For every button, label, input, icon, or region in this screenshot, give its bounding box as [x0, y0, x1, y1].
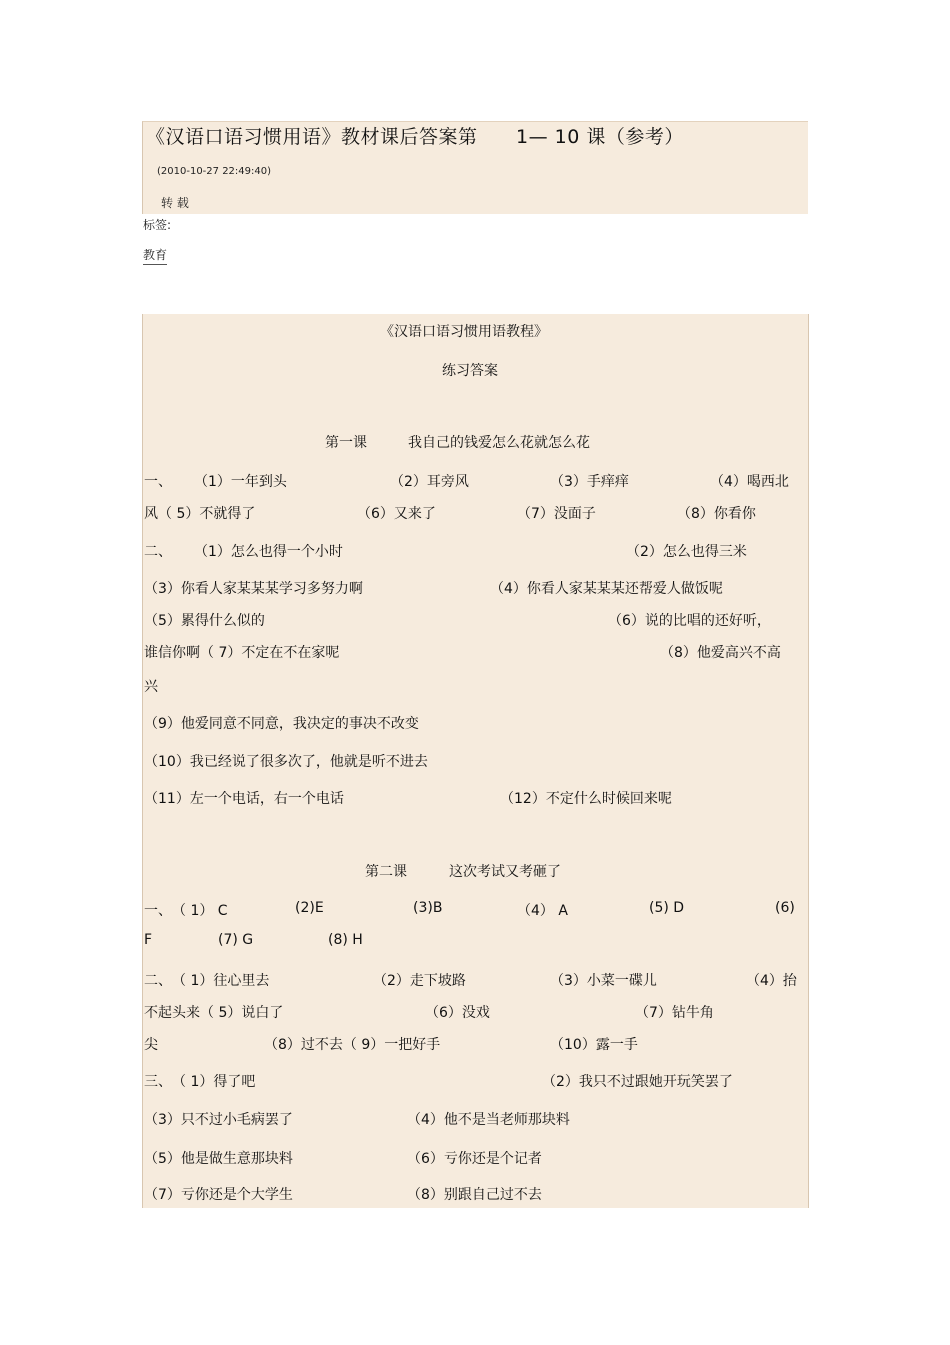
- l1-ex1-item: （2）耳旁风: [390, 474, 469, 490]
- l1-ex1-item: （3）手痒痒: [550, 474, 629, 490]
- l2-ex2-item: （3）小菜一碟儿: [550, 973, 657, 989]
- lesson1-number: 第一课: [325, 435, 367, 451]
- l1-ex2-label: 二、: [144, 544, 172, 560]
- l2-ex1-item: （4） A: [517, 903, 568, 919]
- article-title-range: 1— 10 课（参考）: [516, 126, 684, 148]
- l1-ex1-label: 一、: [144, 474, 172, 490]
- l2-ex1-item: (6): [775, 900, 795, 916]
- l1-ex1-item: （7）没面子: [517, 506, 596, 522]
- l1-ex2-item: 谁信你啊（ 7）不定在不在家呢: [144, 645, 340, 661]
- l2-ex3-item: （4）他不是当老师那块料: [407, 1112, 570, 1128]
- tag-link-education[interactable]: 教育: [143, 246, 167, 265]
- answers-subtitle: 练习答案: [442, 363, 498, 379]
- l2-ex2-item: （2）走下坡路: [373, 973, 466, 989]
- book-title: 《汉语口语习惯用语教程》: [380, 324, 548, 340]
- l1-ex2-item: 兴: [144, 679, 158, 695]
- article-date: (2010-10-27 22:49:40): [157, 166, 272, 177]
- l1-ex1-item: 风（ 5）不就得了: [144, 506, 256, 522]
- l1-ex2-item: （2）怎么也得三米: [626, 544, 747, 560]
- l2-ex2-item: （6）没戏: [425, 1005, 490, 1021]
- l2-ex1-label: 一、: [144, 903, 172, 919]
- l2-ex3-item: （2）我只不过跟她开玩笑罢了: [542, 1074, 733, 1090]
- l1-ex2-item: （10）我已经说了很多次了，他就是听不进去: [144, 754, 428, 770]
- l2-ex1-item: (5) D: [649, 900, 685, 916]
- l1-ex2-item: （4）你看人家某某某还帮爱人做饭呢: [490, 581, 723, 597]
- lesson1-title: 我自己的钱爱怎么花就怎么花: [408, 435, 590, 451]
- l2-ex3-item: （ 1）得了吧: [172, 1074, 256, 1090]
- l2-ex2-item: （7）钻牛角: [635, 1005, 714, 1021]
- l2-ex2-item: 尖: [144, 1037, 158, 1053]
- l1-ex2-item: （12）不定什么时候回来呢: [500, 791, 672, 807]
- l1-ex1-item: （4）喝西北: [710, 474, 789, 490]
- l2-ex3-item: （3）只不过小毛病罢了: [144, 1112, 293, 1128]
- l2-ex1-item: (7) G: [218, 932, 254, 948]
- l2-ex3-item: （8）别跟自己过不去: [407, 1187, 542, 1203]
- l1-ex2-item: （3）你看人家某某某学习多努力啊: [144, 581, 363, 597]
- l2-ex1-item: (3)B: [413, 900, 443, 916]
- l1-ex2-item: （6）说的比唱的还好听，: [608, 613, 771, 629]
- lesson2-number: 第二课: [365, 864, 407, 880]
- l2-ex3-label: 三、: [144, 1074, 172, 1090]
- l2-ex1-item: (8) H: [328, 932, 363, 948]
- l2-ex2-item: 不起头来（ 5）说白了: [144, 1005, 284, 1021]
- l2-ex3-item: （5）他是做生意那块料: [144, 1151, 293, 1167]
- tag-label: 标签:: [143, 218, 172, 232]
- l1-ex1-item: （6）又来了: [357, 506, 436, 522]
- l2-ex1-item: （ 1） C: [172, 903, 228, 919]
- l2-ex2-item: （4）抬: [746, 973, 797, 989]
- l1-ex2-item: （11）左一个电话，右一个电话: [144, 791, 344, 807]
- article-title: 《汉语口语习惯用语》教材课后答案第: [146, 126, 478, 148]
- reprint-label[interactable]: 转 载: [161, 196, 189, 210]
- l2-ex3-item: （7）亏你还是个大学生: [144, 1187, 293, 1203]
- l1-ex2-item: （9）他爱同意不同意，我决定的事决不改变: [144, 716, 419, 732]
- l1-ex1-item: （8）你看你: [677, 506, 756, 522]
- l2-ex1-item: F: [144, 932, 153, 948]
- l1-ex2-item: （1）怎么也得一个小时: [194, 544, 343, 560]
- l1-ex1-item: （1）一年到头: [194, 474, 287, 490]
- l2-ex2-item: （8）过不去（ 9）一把好手: [264, 1037, 441, 1053]
- l2-ex2-item: （ 1）往心里去: [172, 973, 270, 989]
- lesson2-title: 这次考试又考砸了: [449, 864, 561, 880]
- l1-ex2-item: （5）累得什么似的: [144, 613, 265, 629]
- l1-ex2-item: （8）他爱高兴不高: [660, 645, 781, 661]
- l2-ex2-label: 二、: [144, 973, 172, 989]
- l2-ex1-item: (2)E: [295, 900, 324, 916]
- l2-ex2-item: （10）露一手: [550, 1037, 638, 1053]
- l2-ex3-item: （6）亏你还是个记者: [407, 1151, 542, 1167]
